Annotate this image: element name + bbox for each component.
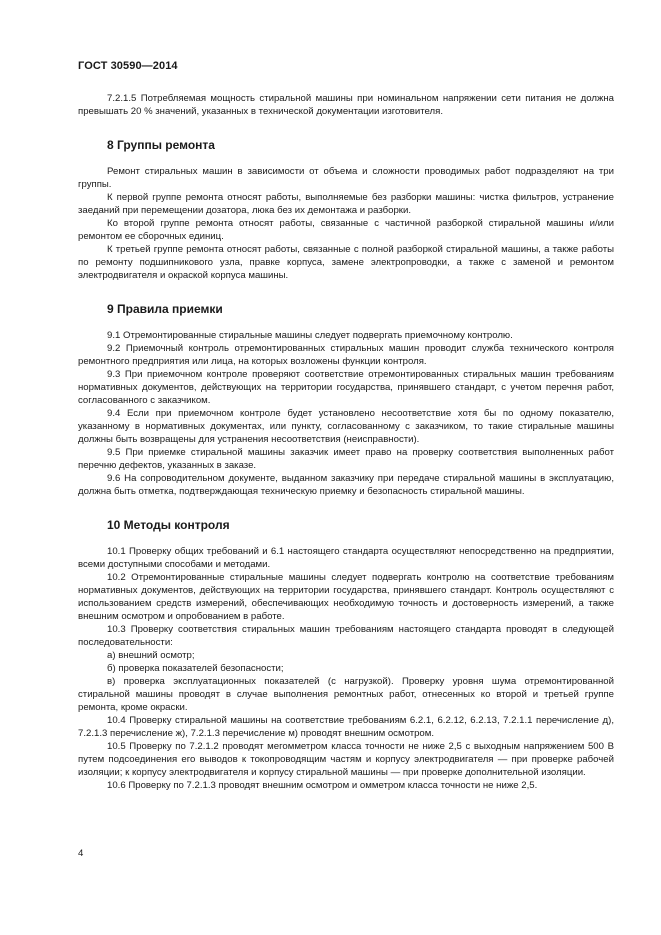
document-body <box>78 92 614 792</box>
page-number: 4 <box>78 848 84 859</box>
paragraph-9-1: 9.1 Отремонтированные стиральные машины следует подвергать приемочному контролю. <box>107 330 513 341</box>
section-10-heading: 10 Методы контроля <box>107 518 230 532</box>
section-8-heading: 8 Группы ремонта <box>107 138 215 152</box>
section-9-heading: 9 Правила приемки <box>107 302 223 316</box>
paragraph-9-2: 9.2 Приемочный контроль отремонтированных стиральных машин проводит служба технического контроля ремонтного предприятия или лица, на которых возложены функции контроля. <box>78 343 614 367</box>
paragraph-8-group-1: К первой группе ремонта относят работы, выполняемые без разборки машины: чистка фильтров, устранение заеданий при перемещении дозатора, люка без их демонтажа и разборки. <box>78 192 614 216</box>
paragraph-9-4: 9.4 Если при приемочном контроле будет установлено несоответствие хотя бы по одному показателю, указанному в нормативных документах, или пункту, согласованному с заказчиком, то такие стиральные машины должны быть возвращены для устранения несоответствия (неисправности). <box>78 408 614 445</box>
paragraph-10-5: 10.5 Проверку по 7.2.1.2 проводят мегомметром класса точности не ниже 2,5 с выходным напряжением 500 В путем подсоединения его выводов к токопроводящим частям и корпусу электродвигателя — при проверке рабочей изоляции; к корпусу электродвигателя и корпусу стиральной машины — при проверке дополнительной изоляции. <box>78 741 614 778</box>
paragraph-7-2-1-5: 7.2.1.5 Потребляемая мощность стиральной машины при номинальном напряжении сети питания не должна превышать 20 % значений, указанных в технической документации изготовителя. <box>78 93 614 117</box>
paragraph-8-group-3: К третьей группе ремонта относят работы, связанные с полной разборкой стиральной машины, а также работы по ремонту подшипникового узла, правке корпуса, замене электропроводки, а также с заменой и ремонтом электродвигателя и окраской корпуса машины. <box>78 244 614 281</box>
paragraph-10-1: 10.1 Проверку общих требований и 6.1 настоящего стандарта осуществляют непосредственно на предприятии, всеми доступными способами и методами. <box>78 546 614 570</box>
list-item-c: в) проверка эксплуатационных показателей (с нагрузкой). Проверку уровня шума отремонтированной стиральной машины проводят в случае выполнения ремонтных работ, отнесенных ко второй и третьей группе ремонта, кроме окраски. <box>78 676 614 713</box>
paragraph-9-6: 9.6 На сопроводительном документе, выданном заказчику при передаче стиральной машины в эксплуатацию, должна быть отметка, подтверждающая техническую приемку и безопасность стиральной машины. <box>78 473 614 497</box>
paragraph-9-3: 9.3 При приемочном контроле проверяют соответствие отремонтированных стиральных машин требованиям нормативных документов, действующих на территории государства, принявшего стандарт, с учетом перечня работ, согласованного с заказчиком. <box>78 369 614 406</box>
document-code-header: ГОСТ 30590—2014 <box>78 60 178 72</box>
paragraph-10-6: 10.6 Проверку по 7.2.1.3 проводят внешним осмотром и омметром класса точности не ниже 2,5. <box>107 780 538 791</box>
list-item-b: б) проверка показателей безопасности; <box>107 663 284 674</box>
paragraph-9-5: 9.5 При приемке стиральной машины заказчик имеет право на проверку соответствия выполненных работ перечню дефектов, указанных в заказе. <box>78 447 614 471</box>
paragraph-10-2: 10.2 Отремонтированные стиральные машины следует подвергать контролю на соответствие требованиям нормативных документов, действующих на территории государства, принявшего стандарт. Контроль осуществляют с использованием средств измерений, обеспечивающих необходимую точность и достоверность измерений, а также внешним осмотром и опробованием в работе. <box>78 572 614 622</box>
paragraph-10-3: 10.3 Проверку соответствия стиральных машин требованиям настоящего стандарта проводят в следующей последовательности: <box>78 624 614 648</box>
paragraph-8-group-2: Ко второй группе ремонта относят работы, связанные с частичной разборкой стиральной машины и/или ремонтом ее сборочных единиц. <box>78 218 614 242</box>
paragraph-8-intro: Ремонт стиральных машин в зависимости от объема и сложности проводимых работ подразделяют на три группы. <box>78 166 614 190</box>
list-item-a: а) внешний осмотр; <box>107 650 195 661</box>
paragraph-10-4: 10.4 Проверку стиральной машины на соответствие требованиям 6.2.1, 6.2.12, 6.2.13, 7.2.1.1 перечисление д), 7.2.1.3 перечисление ж), 7.2.1.3 перечисление м) проводят внешним осмотром. <box>78 715 614 739</box>
